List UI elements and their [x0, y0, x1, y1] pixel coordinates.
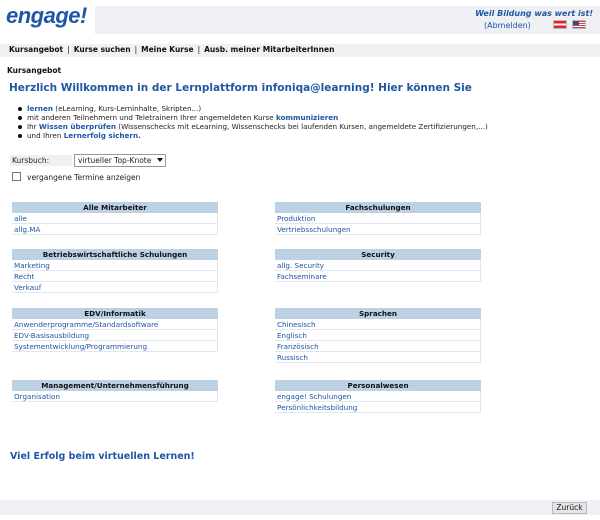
category-security	[275, 249, 481, 282]
category-link[interactable]: alle	[12, 213, 218, 224]
list-item	[27, 104, 488, 113]
category-header: Sprachen	[275, 308, 481, 319]
category-edv-informatik	[12, 308, 218, 352]
menu-separator: |	[67, 45, 70, 54]
lernen-link[interactable]: lernen	[27, 104, 53, 113]
category-link[interactable]: Vertriebsschulungen	[275, 224, 481, 235]
category-betriebswirtschaftliche-schulungen	[12, 249, 218, 293]
category-header: Security	[275, 249, 481, 260]
logo: engage!	[6, 3, 87, 28]
category-link[interactable]: Recht	[12, 271, 218, 282]
category-link[interactable]: Persönlichkeitsbildung	[275, 402, 481, 413]
menu-item-kurse-suchen[interactable]: Kurse suchen	[73, 45, 131, 54]
list-item-text: Ihr	[27, 122, 39, 131]
category-link[interactable]: Fachseminare	[275, 271, 481, 282]
feature-list	[27, 104, 488, 140]
menu-separator: |	[134, 45, 138, 54]
category-link[interactable]: Französisch	[275, 341, 481, 352]
category-link[interactable]: Chinesisch	[275, 319, 481, 330]
list-item-text: (eLearning, Kurs-Lerninhalte, Skripten...)	[53, 104, 202, 113]
category-link[interactable]: Organisation	[12, 391, 218, 402]
category-sprachen	[275, 308, 481, 363]
past-dates-checkbox[interactable]	[12, 172, 21, 181]
category-management	[12, 380, 218, 402]
menu-item-meine-kurse[interactable]: Meine Kurse	[141, 45, 194, 54]
category-link[interactable]: Russisch	[275, 352, 481, 363]
list-item	[27, 113, 488, 122]
kommunizieren-link[interactable]: kommunizieren	[275, 113, 339, 122]
category-header: Fachschulungen	[275, 202, 481, 213]
menu-item-ausbildung-mitarbeiter[interactable]: Ausb. meiner MitarbeiterInnen	[204, 45, 335, 54]
us-flag-icon[interactable]	[572, 20, 586, 29]
list-item-text: und Ihren	[27, 131, 64, 140]
category-link[interactable]: allg. Security	[275, 260, 481, 271]
footer-bar	[0, 500, 600, 515]
category-link[interactable]: Systementwicklung/Programmierung	[12, 341, 218, 352]
past-dates-label: vergangene Termine anzeigen	[27, 173, 141, 182]
list-item	[27, 122, 488, 131]
category-personalwesen	[275, 380, 481, 413]
menu-items	[9, 45, 334, 54]
wissen-ueberpruefen-link[interactable]: Wissen überprüfen	[38, 122, 116, 131]
logout-link[interactable]: (Abmelden)	[484, 21, 531, 30]
category-link[interactable]: EDV-Basisausbildung	[12, 330, 218, 341]
kursbuch-label: Kursbuch:	[10, 155, 72, 166]
slogan: Weil Bildung was wert ist!	[475, 9, 593, 18]
category-link[interactable]: Anwenderprogramme/Standardsoftware	[12, 319, 218, 330]
menu-item-kursangebot[interactable]: Kursangebot	[9, 45, 64, 54]
category-header: Alle Mitarbeiter	[12, 202, 218, 213]
category-link[interactable]: Produktion	[275, 213, 481, 224]
category-fachschulungen	[275, 202, 481, 235]
category-link[interactable]: Marketing	[12, 260, 218, 271]
welcome-heading: Herzlich Willkommen in der Lernplattform infoniqa@learning! Hier können Sie	[9, 82, 472, 94]
category-header: Management/Unternehmensführung	[12, 380, 218, 391]
list-item	[27, 131, 488, 140]
category-header: EDV/Informatik	[12, 308, 218, 319]
category-link[interactable]: Englisch	[275, 330, 481, 341]
category-link[interactable]: Verkauf	[12, 282, 218, 293]
category-link[interactable]: allg.MA	[12, 224, 218, 235]
kursbuch-selected-value: virtueller Top-Knote	[78, 156, 152, 165]
austrian-flag-icon[interactable]	[553, 20, 567, 29]
farewell-message: Viel Erfolg beim virtuellen Lernen!	[10, 451, 195, 462]
lernerfolg-link[interactable]: Lernerfolg sichern.	[63, 131, 141, 140]
category-header: Personalwesen	[275, 380, 481, 391]
back-button[interactable]: Zurück	[552, 502, 587, 514]
header	[0, 0, 600, 40]
list-item-text: (Wissenschecks mit eLearning, Wissenschecks bei laufenden Kursen, angemeldete Zertifizierungen,...)	[115, 122, 488, 131]
category-alle-mitarbeiter	[12, 202, 218, 235]
menu-separator: |	[197, 45, 201, 54]
section-label: Kursangebot	[7, 66, 62, 75]
category-header: Betriebswirtschaftliche Schulungen	[12, 249, 218, 260]
kursbuch-select[interactable]	[74, 154, 166, 167]
category-link[interactable]: engage! Schulungen	[275, 391, 481, 402]
chevron-down-icon	[157, 158, 163, 162]
list-item-text: mit anderen Teilnehmern und Teletrainern Ihrer angemeldeten Kurse	[27, 113, 276, 122]
